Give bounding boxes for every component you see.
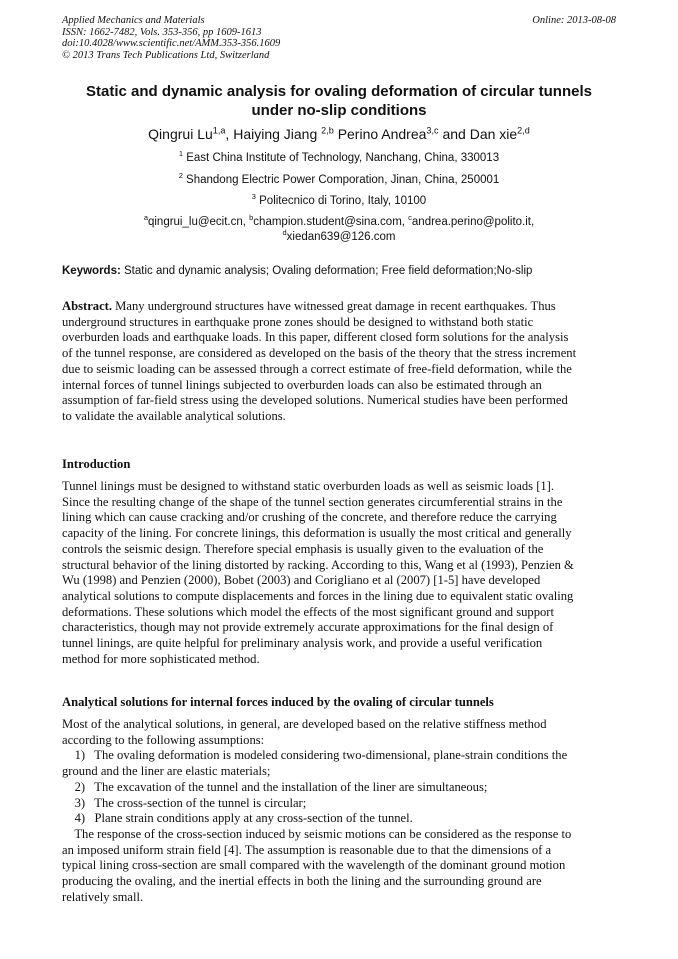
introduction-paragraph (62, 479, 614, 667)
email-d[interactable]: xiedan639@126.com (286, 231, 396, 243)
affiliation-2 (40, 173, 638, 187)
introduction-line: analytical solutions to compute displacements and forces in the lining due to equivalent static ovaling (62, 588, 574, 603)
abstract-paragraph (62, 299, 614, 425)
abstract-line: overburden loads and earthquake loads. In this paper, different closed form solutions for the analysis (62, 330, 569, 345)
introduction-line: Since the resulting change of the shape of the tunnel section generates circumferential strains in the (62, 494, 563, 509)
affiliation-number: 3 (251, 192, 256, 202)
analytical-line: according to the following assumptions: (62, 732, 265, 747)
author-sup: 1,a (212, 125, 226, 136)
author-name: Dan xie (469, 126, 518, 142)
abstract-label: Abstract. (62, 299, 113, 313)
keywords-text: Static and dynamic analysis; Ovaling deformation; Free field deformation;No-slip (120, 265, 533, 277)
email-a[interactable]: qingrui_lu@ecit.cn, (147, 216, 250, 228)
copyright-line: © 2013 Trans Tech Publications Ltd, Switzerland (62, 49, 270, 61)
affiliation-text: East China Institute of Technology, Nanchang, China, 330013 (183, 152, 500, 164)
affiliation-number: 1 (178, 149, 184, 159)
introduction-line: characteristics, though may not provide extremely accurate approximations for the final design of (62, 620, 554, 635)
email-sup: d (282, 228, 287, 238)
analytical-line: an imposed uniform strain field [4]. The assumption is reasonable due to that the dimensions of a (62, 842, 552, 857)
analytical-line: Most of the analytical solutions, in general, are developed based on the relative stiffness method (62, 717, 547, 731)
keywords-label: Keywords: (62, 265, 121, 277)
introduction-line: capacity of the lining. For concrete linings, this deformation is usually the most critical and generally (62, 526, 572, 541)
email-line-2 (40, 230, 638, 244)
author-name: Qingrui Lu (148, 126, 213, 142)
analytical-line: The response of the cross-section induced by seismic motions can be considered as the response to (62, 826, 572, 841)
introduction-line: lining which can cause cracking and/or crushing of the concrete, and therefore reduce the carrying (62, 510, 557, 525)
journal-metadata (62, 15, 280, 61)
assumption-item: 4) Plane strain conditions apply at any cross-section of the tunnel. (62, 811, 413, 826)
author-sup: 2,d (517, 125, 530, 136)
affiliation-text: Shandong Electric Power Comporation, Jinan, China, 250001 (182, 174, 500, 186)
author-list (40, 125, 638, 143)
affiliation-3 (40, 194, 638, 208)
introduction-line: tunnel linings, are quite helpful for preliminary analysis work, and provide a useful verification (62, 636, 543, 651)
abstract-line: due to seismic loading can be assessed through a correct estimate of free-field deformation, while the (62, 361, 572, 376)
affiliation-text: Politecnico di Torino, Italy, 10100 (255, 195, 427, 207)
email-b[interactable]: champion.student@sina.com, (253, 216, 409, 228)
affiliation-number: 2 (178, 171, 183, 181)
assumption-item: 2) The excavation of the tunnel and the installation of the liner are simultaneous; (62, 779, 488, 794)
analytical-line: relatively small. (62, 889, 144, 904)
email-c[interactable]: andrea.perino@polito.it, (411, 216, 535, 228)
affiliation-1 (40, 151, 638, 165)
assumption-item: 3) The cross-section of the tunnel is circular; (62, 795, 307, 810)
abstract-line: to validate the available analytical solutions. (62, 408, 286, 423)
author-separator: and (438, 126, 470, 142)
doi-line: doi:10.4028/www.scientific.net/AMM.353-356.1609 (62, 38, 281, 50)
introduction-line: structural behavior of the lining distorted by racking. According to this, Wang et al (1993), Penzien & (62, 557, 574, 572)
email-sup: b (249, 213, 254, 223)
title-line-2: under no-slip conditions (251, 102, 427, 119)
email-sup: c (408, 213, 412, 223)
title-line-1: Static and dynamic analysis for ovaling deformation of circular tunnels (86, 83, 592, 100)
issn-line: ISSN: 1662-7482, Vols. 353-356, pp 1609-1613 (62, 26, 262, 38)
paper-title (40, 82, 638, 120)
analytical-line: typical lining cross-section are small compared with the wavelength of the dominant ground motion (62, 858, 566, 873)
author-name: Haiying Jiang (233, 126, 322, 142)
author-name: Perino Andrea (337, 126, 427, 142)
online-date: Online: 2013-08-08 (532, 15, 616, 26)
keywords (62, 265, 532, 277)
author-sup: 3,c (426, 125, 439, 136)
abstract-line: assumption of far-field stress using the developed solutions. Numerical studies have been performed (62, 393, 568, 408)
abstract-line: underground structures in earthquake prone zones should be designed to withstand both static (62, 314, 534, 329)
analytical-line: producing the ovaling, and the inertial effects in both the lining and the surrounding ground are (62, 874, 542, 889)
abstract-line: internal forces of tunnel linings subjected to overburden loads can also be estimated through an (62, 377, 542, 392)
author-sup: 2,b (321, 125, 334, 136)
email-sup: a (143, 213, 148, 223)
introduction-line: deformations. These solutions which model the effects of the most significant ground and support (62, 604, 554, 619)
analytical-heading: Analytical solutions for internal forces induced by the ovaling of circular tunnels (62, 695, 494, 709)
introduction-line: Tunnel linings must be designed to withstand static overburden loads as well as seismic loads [1]. (62, 479, 555, 493)
abstract-line: Abstract. Many underground structures have witnessed great damage in recent earthquakes. Thus (62, 299, 556, 313)
assumption-item: 1) The ovaling deformation is modeled considering two-dimensional, plane-strain conditions the (62, 748, 568, 763)
analytical-line: ground and the liner are elastic materials; (62, 764, 271, 779)
introduction-line: controls the seismic design. Therefore special emphasis is usually given to the evaluation of the (62, 541, 544, 556)
introduction-line: Wu (1998) and Penzien (2000), Bobet (2003) and Corigliano et al (2007) [1-5] have developed (62, 573, 541, 588)
introduction-heading: Introduction (62, 457, 131, 471)
email-line-1 (40, 215, 638, 229)
abstract-line: of the tunnel response, are considered as developed on the basis of the theory that the stress increment (62, 346, 577, 361)
analytical-paragraph (62, 717, 614, 905)
journal-name: Applied Mechanics and Materials (62, 15, 205, 26)
introduction-line: method for more sophisticated method. (62, 651, 260, 666)
author-separator: , (225, 126, 234, 142)
